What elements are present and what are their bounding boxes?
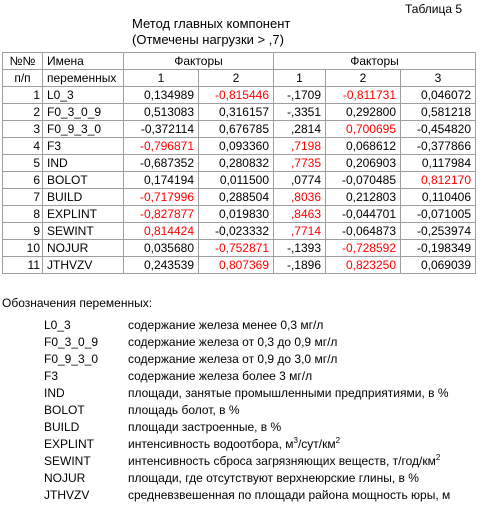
table-row	[3, 87, 476, 104]
row-number: 9	[3, 223, 43, 240]
legend-description: содержание железа от 0,9 до 3,0 мг/л	[128, 352, 338, 366]
row-number: 1	[3, 87, 43, 104]
loading-g1-f1: 0,243539	[124, 257, 199, 274]
loading-g1-f1: 0,134989	[124, 87, 199, 104]
loading-g2-f3: 0,812170	[401, 172, 476, 189]
row-number: 11	[3, 257, 43, 274]
legend-description: содержание железа более 3 мг/л	[128, 369, 313, 383]
loading-g2-f2: -0,811731	[326, 87, 401, 104]
legend-code: IND	[44, 386, 65, 400]
header-num-2: п/п	[3, 70, 43, 87]
row-number: 6	[3, 172, 43, 189]
legend-description	[128, 453, 440, 470]
loading-g1-f2: 0,288504	[199, 189, 274, 206]
loading-g1-f1: -0,687352	[124, 155, 199, 172]
loading-g1-f1: -0,717996	[124, 189, 199, 206]
header-name-2: переменных	[43, 70, 124, 87]
row-number: 10	[3, 240, 43, 257]
variable-name: BOLOT	[43, 172, 124, 189]
header-name-1: Имена	[43, 53, 124, 70]
variable-name: F3	[43, 138, 124, 155]
loading-g2-f3: 0,581218	[401, 104, 476, 121]
legend-desc-part: 3	[293, 436, 298, 445]
legend-code: F0_9_3_0	[44, 352, 99, 366]
loading-g2-f1: -,1896	[274, 257, 326, 274]
variable-name: EXPLINT	[43, 206, 124, 223]
loading-g2-f3: -0,454820	[401, 121, 476, 138]
loading-g1-f2: -0,023332	[199, 223, 274, 240]
title-line-1: Метод главных компонент	[132, 16, 291, 31]
row-number: 5	[3, 155, 43, 172]
loading-g2-f2: -0,044701	[326, 206, 401, 223]
header-g2-f1: 1	[274, 70, 326, 87]
loading-g1-f2: 0,316157	[199, 104, 274, 121]
loading-g2-f1: ,7735	[274, 155, 326, 172]
loading-g1-f1: 0,174194	[124, 172, 199, 189]
legend-desc-part: интенсивность сброса загрязняющих веществ, т/год/км	[128, 454, 436, 468]
loading-g1-f2: 0,280832	[199, 155, 274, 172]
header-g2-f3: 3	[401, 70, 476, 87]
loading-g2-f2: 0,823250	[326, 257, 401, 274]
legend-desc-part: /сут/км	[297, 437, 336, 451]
legend-description: площадь болот, в %	[128, 403, 240, 417]
loading-g1-f2: 0,807369	[199, 257, 274, 274]
legend-description: площади застроенные, в %	[128, 420, 282, 434]
variable-name: JTHVZV	[43, 257, 124, 274]
header-row-1	[3, 53, 476, 70]
loading-g1-f1: -0,372114	[124, 121, 199, 138]
legend-description: содержание железа от 0,3 до 0,9 мг/л	[128, 335, 338, 349]
legend-title: Обозначения переменных:	[2, 296, 153, 310]
table-body	[3, 87, 476, 274]
loading-g2-f1: ,2814	[274, 121, 326, 138]
legend-description	[128, 436, 340, 453]
variable-name: BUILD	[43, 189, 124, 206]
legend-code: F3	[44, 369, 59, 383]
legend-code: NOJUR	[44, 471, 86, 485]
loading-g2-f2: 0,700695	[326, 121, 401, 138]
row-number: 7	[3, 189, 43, 206]
table-label: Таблица 5	[405, 2, 463, 16]
loading-g1-f1: 0,814424	[124, 223, 199, 240]
legend-description: содержание железа менее 0,3 мг/л	[128, 318, 324, 332]
legend-desc-part: 2	[335, 436, 341, 445]
loading-g2-f1: ,0774	[274, 172, 326, 189]
loading-g2-f1: -,1393	[274, 240, 326, 257]
header-group-2: Факторы	[274, 53, 476, 70]
table-row	[3, 121, 476, 138]
table-row	[3, 206, 476, 223]
header-row-2	[3, 70, 476, 87]
loading-g2-f1: -,3351	[274, 104, 326, 121]
loading-g2-f1: ,8463	[274, 206, 326, 223]
table-row	[3, 172, 476, 189]
legend-description: средневзвешенная по площади района мощность юры, м	[128, 488, 451, 502]
legend-code: F0_3_0_9	[44, 335, 99, 349]
variable-name: NOJUR	[43, 240, 124, 257]
loading-g2-f2: 0,206903	[326, 155, 401, 172]
loading-g2-f2: 0,068612	[326, 138, 401, 155]
variable-name: F0_3_0_9	[43, 104, 124, 121]
table-row	[3, 240, 476, 257]
legend-description: площади, где отсутствуют верхнеюрские глины, в %	[128, 471, 419, 485]
header-g1-f2: 2	[199, 70, 274, 87]
legend-desc-part: интенсивность водоотбора, м	[128, 437, 294, 451]
header-g1-f1: 1	[124, 70, 199, 87]
legend-description: площади, занятые промышленными предприятиями, в %	[128, 386, 449, 400]
loading-g1-f2: 0,676785	[199, 121, 274, 138]
loading-g1-f1: -0,827877	[124, 206, 199, 223]
header-g2-f2: 2	[326, 70, 401, 87]
loading-g2-f3: 0,117984	[401, 155, 476, 172]
loading-g1-f2: -0,815446	[199, 87, 274, 104]
legend-desc-part: 2	[435, 453, 441, 462]
loading-g2-f3: 0,046072	[401, 87, 476, 104]
legend-code: L0_3	[44, 318, 71, 332]
loading-g1-f2: 0,019830	[199, 206, 274, 223]
table-row	[3, 155, 476, 172]
row-number: 8	[3, 206, 43, 223]
row-number: 2	[3, 104, 43, 121]
loading-g2-f3: -0,253974	[401, 223, 476, 240]
loading-g1-f2: 0,011500	[199, 172, 274, 189]
legend-code: BOLOT	[44, 403, 85, 417]
legend-code: SEWINT	[44, 454, 91, 468]
loading-g1-f1: 0,035680	[124, 240, 199, 257]
legend-code: JTHVZV	[44, 488, 90, 502]
table-row	[3, 104, 476, 121]
table-row	[3, 257, 476, 274]
loading-g2-f2: -0,728592	[326, 240, 401, 257]
row-number: 3	[3, 121, 43, 138]
page-title	[132, 16, 290, 48]
legend-code: EXPLINT	[44, 437, 95, 451]
loading-g2-f3: -0,377866	[401, 138, 476, 155]
loading-g1-f1: -0,796871	[124, 138, 199, 155]
variable-name: IND	[43, 155, 124, 172]
loading-g2-f2: -0,064873	[326, 223, 401, 240]
loading-g2-f3: -0,071005	[401, 206, 476, 223]
loading-g2-f3: -0,198349	[401, 240, 476, 257]
variable-name: F0_9_3_0	[43, 121, 124, 138]
variable-name: L0_3	[43, 87, 124, 104]
loading-g2-f2: -0,070485	[326, 172, 401, 189]
table-row	[3, 189, 476, 206]
loading-g2-f3: 0,069039	[401, 257, 476, 274]
table-row	[3, 223, 476, 240]
loading-g2-f2: 0,212803	[326, 189, 401, 206]
title-line-2: (Отмечены нагрузки > ,7)	[132, 32, 284, 47]
loading-g2-f1: -,1709	[274, 87, 326, 104]
loadings-table	[2, 52, 476, 274]
loading-g2-f2: 0,292800	[326, 104, 401, 121]
loading-g1-f2: 0,093360	[199, 138, 274, 155]
header-num-1: №№	[3, 53, 43, 70]
loading-g2-f1: ,8036	[274, 189, 326, 206]
header-group-1: Факторы	[124, 53, 274, 70]
loading-g2-f1: ,7714	[274, 223, 326, 240]
table-row	[3, 138, 476, 155]
loading-g1-f1: 0,513083	[124, 104, 199, 121]
loading-g2-f1: ,7198	[274, 138, 326, 155]
loading-g2-f3: 0,110406	[401, 189, 476, 206]
variable-name: SEWINT	[43, 223, 124, 240]
legend-code: BUILD	[44, 420, 80, 434]
loading-g1-f2: -0,752871	[199, 240, 274, 257]
row-number: 4	[3, 138, 43, 155]
